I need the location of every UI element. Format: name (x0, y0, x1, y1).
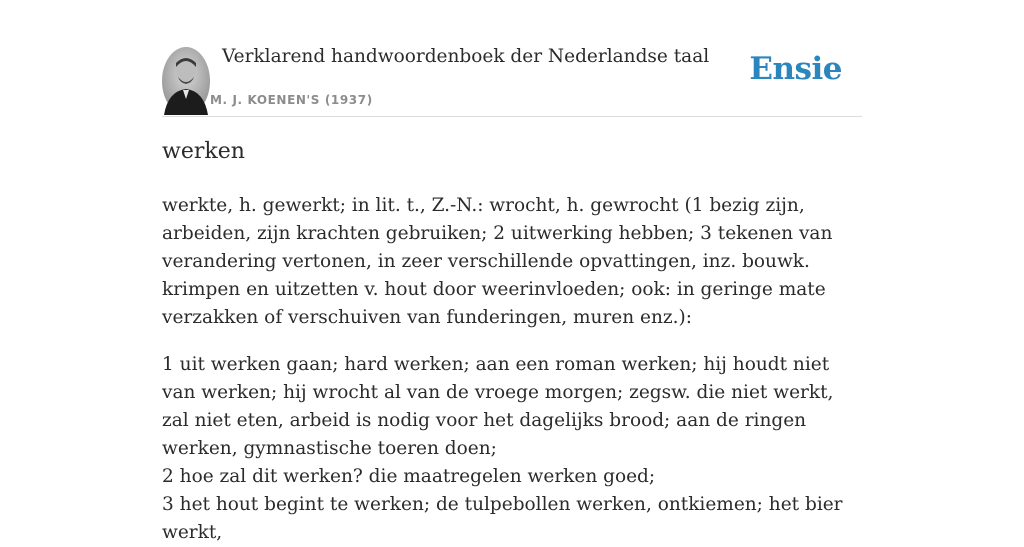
entry-sense: 2 hoe zal dit werken? die maatregelen werken goed; (162, 466, 656, 487)
author-portrait (162, 47, 210, 115)
dictionary-title: Verklarend handwoordenboek der Nederlandse taal (222, 46, 710, 67)
entry-headword: werken (162, 139, 245, 164)
entry-definition: werkte, h. gewerkt; in lit. t., Z.-N.: wrocht, h. gewrocht (1 bezig zijn, arbeiden, zijn krachten gebruiken; 2 uitwerking hebben; 3 tekenen van verandering vertonen, in zeer verschillende opvattingen, inz. bouwk. krimpen en uitzetten v. hout door weerinvloeden; ook: in geringe mate verzakken of verschuiven van funderingen, muren enz.): (162, 195, 833, 328)
entry-body (162, 192, 862, 547)
site-header (162, 0, 862, 117)
entry-sense: 1 uit werken gaan; hard werken; aan een roman werken; hij houdt niet van werken; hij wrocht al van de vroege morgen; zegsw. die niet werkt, zal niet eten, arbeid is nodig voor het dagelijks brood; aan de ringen werken, gymnastische toeren doen; (162, 354, 834, 459)
entry-sense: 3 het hout begint te werken; de tulpebollen werken, ontkiemen; het bier werkt, (162, 494, 843, 543)
brand-logo[interactable]: Ensie (749, 51, 842, 87)
dictionary-author: M. J. KOENEN'S (1937) (210, 93, 373, 107)
